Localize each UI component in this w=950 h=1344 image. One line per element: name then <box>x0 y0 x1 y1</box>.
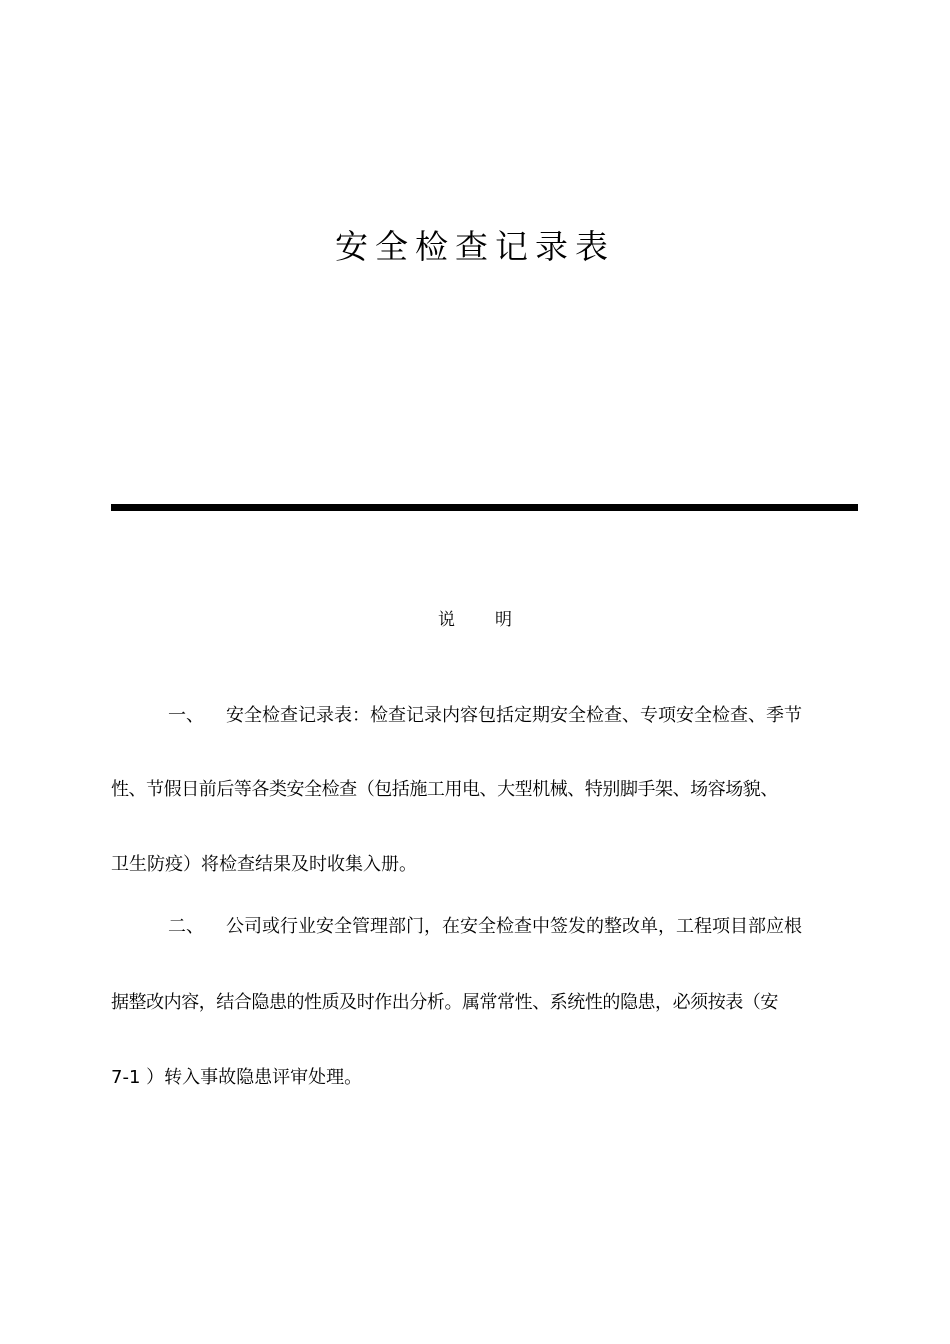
section-heading <box>0 608 950 632</box>
item-1-line-3: 卫生防疫）将检查结果及时收集入册。 <box>111 854 417 875</box>
horizontal-divider <box>111 504 858 511</box>
item-2-line-3: 7-1 ）转入事故隐患评审处理。 <box>111 1067 363 1088</box>
item-2-line-2: 据整改内容，结合隐患的性质及时作出分析。属常常性、系统性的隐患，必须按表（安 <box>111 992 778 1013</box>
item-2-line-1: 公司或行业安全管理部门，在安全检查中签发的整改单，工程项目部应根 <box>226 916 802 937</box>
item-1-line-1: 安全检查记录表：检查记录内容包括定期安全检查、专项安全检查、季节 <box>226 705 802 726</box>
section-heading-left: 说 <box>438 610 455 630</box>
item-1-number: 一、 <box>168 705 204 726</box>
item-1-line-2: 性、节假日前后等各类安全检查（包括施工用电、大型机械、特别脚手架、场容场貌、 <box>111 779 778 800</box>
item-2-number: 二、 <box>168 916 204 937</box>
section-heading-right: 明 <box>495 610 512 630</box>
document-title: 安全检查记录表 <box>335 227 615 266</box>
